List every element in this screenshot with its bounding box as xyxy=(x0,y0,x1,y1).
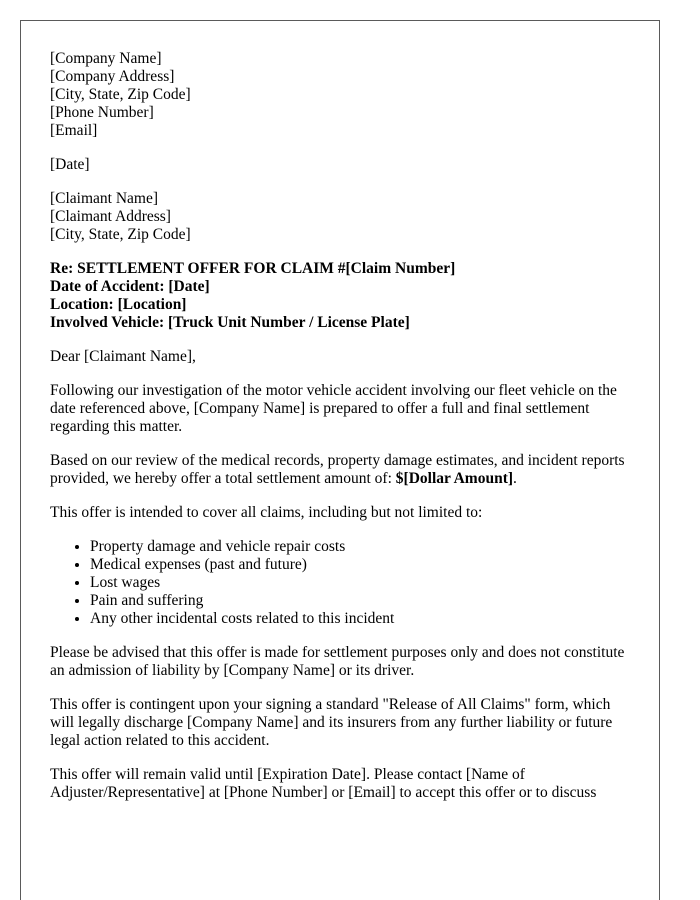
recipient-address: [Claimant Address] xyxy=(50,208,171,225)
re-date-of-accident: Date of Accident: [Date] xyxy=(50,278,210,295)
sender-phone: [Phone Number] xyxy=(50,104,154,121)
list-item: • Medical expenses (past and future) xyxy=(90,556,636,574)
claims-list xyxy=(50,538,636,628)
paragraph-investigation: Following our investigation of the motor vehicle accident involving our fleet vehicle on the date referenced above, [Company Name] is prepared to offer a full and final settlement regarding this matter. xyxy=(50,382,617,435)
paragraph-offer-amount xyxy=(50,452,636,488)
letter-date: [Date] xyxy=(50,156,90,173)
paragraph-validity: This offer will remain valid until [Expiration Date]. Please contact [Name of Adjuster/Representative] at [Phone Number] or [Email] to accept this offer or to discuss xyxy=(50,766,597,801)
paragraph-coverage-intro: This offer is intended to cover all claims, including but not limited to: xyxy=(50,504,483,521)
sender-city-state-zip: [City, State, Zip Code] xyxy=(50,86,191,103)
offer-amount-suffix: . xyxy=(513,470,517,487)
re-block xyxy=(50,260,636,332)
list-item: • Lost wages xyxy=(90,574,636,592)
list-item: • Any other incidental costs related to this incident xyxy=(90,610,636,628)
offer-amount-prefix: Based on our review of the medical records, property damage estimates, and incident reports provided, we hereby offer a total settlement amount of: xyxy=(50,452,625,487)
letter-content xyxy=(50,50,636,818)
letter-page xyxy=(20,20,660,900)
recipient-address-block xyxy=(50,190,636,244)
recipient-city-state-zip: [City, State, Zip Code] xyxy=(50,226,191,243)
salutation: Dear [Claimant Name], xyxy=(50,348,196,365)
list-item: • Property damage and vehicle repair costs xyxy=(90,538,636,556)
paragraph-release: This offer is contingent upon your signing a standard "Release of All Claims" form, which will legally discharge [Company Name] and its insurers from any further liability or future legal action related to this accident. xyxy=(50,696,613,749)
re-location: Location: [Location] xyxy=(50,296,187,313)
list-item: • Pain and suffering xyxy=(90,592,636,610)
sender-company-address: [Company Address] xyxy=(50,68,175,85)
re-subject: Re: SETTLEMENT OFFER FOR CLAIM #[Claim Number] xyxy=(50,260,456,277)
sender-email: [Email] xyxy=(50,122,98,139)
sender-company-name: [Company Name] xyxy=(50,50,162,67)
offer-amount: $[Dollar Amount] xyxy=(395,470,514,487)
letter-date-block xyxy=(50,156,636,174)
recipient-name: [Claimant Name] xyxy=(50,190,159,207)
sender-address-block xyxy=(50,50,636,140)
paragraph-no-liability: Please be advised that this offer is made for settlement purposes only and does not constitute an admission of liability by [Company Name] or its driver. xyxy=(50,644,625,679)
re-vehicle: Involved Vehicle: [Truck Unit Number / License Plate] xyxy=(50,314,410,331)
